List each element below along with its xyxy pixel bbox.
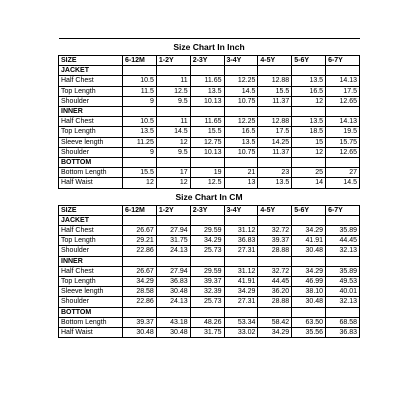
column-header: 6-12M [123, 56, 157, 66]
measurement-value: 28.88 [258, 297, 292, 307]
table-row [59, 287, 360, 297]
size-chart-sheet [58, 38, 360, 338]
measurement-value: 49.53 [326, 277, 360, 287]
measurement-value: 30.48 [292, 297, 326, 307]
table-row [59, 226, 360, 236]
measurement-value: 58.42 [258, 317, 292, 327]
measurement-value: 41.91 [224, 277, 258, 287]
measurement-value: 11.5 [123, 86, 157, 96]
empty-cell [190, 107, 224, 117]
table-row [59, 297, 360, 307]
measurement-value: 11.37 [258, 96, 292, 106]
measurement-value: 12 [156, 178, 190, 188]
measurement-value: 34.29 [190, 236, 224, 246]
measurement-value: 15.5 [123, 168, 157, 178]
cm-section-row [59, 256, 360, 266]
measurement-value: 35.89 [326, 266, 360, 276]
table-row [59, 277, 360, 287]
measurement-value: 19 [190, 168, 224, 178]
measurement-value: 18.5 [292, 127, 326, 137]
empty-cell [292, 158, 326, 168]
measurement-label: Half Waist [59, 178, 123, 188]
table-row [59, 168, 360, 178]
measurement-value: 17.5 [326, 86, 360, 96]
inch-title-row [59, 39, 360, 56]
measurement-value: 11.25 [123, 137, 157, 147]
empty-cell [123, 215, 157, 225]
empty-cell [292, 256, 326, 266]
measurement-label: Half Chest [59, 117, 123, 127]
empty-cell [123, 307, 157, 317]
measurement-value: 30.48 [123, 328, 157, 338]
empty-cell [156, 215, 190, 225]
measurement-value: 68.58 [326, 317, 360, 327]
measurement-value: 9.5 [156, 147, 190, 157]
empty-cell [224, 158, 258, 168]
measurement-label: Half Waist [59, 328, 123, 338]
measurement-value: 13.5 [292, 76, 326, 86]
measurement-value: 33.02 [224, 328, 258, 338]
measurement-value: 17 [156, 168, 190, 178]
table-row [59, 117, 360, 127]
empty-cell [258, 256, 292, 266]
column-header: 6-12M [123, 205, 157, 215]
column-header: 2-3Y [190, 56, 224, 66]
measurement-label: Shoulder [59, 96, 123, 106]
measurement-value: 12.75 [190, 137, 224, 147]
measurement-value: 12.5 [190, 178, 224, 188]
empty-cell [156, 158, 190, 168]
table-row [59, 96, 360, 106]
measurement-label: Shoulder [59, 297, 123, 307]
measurement-value: 39.37 [258, 236, 292, 246]
measurement-value: 21 [224, 168, 258, 178]
cm-header-row [59, 205, 360, 215]
measurement-value: 14.13 [326, 76, 360, 86]
measurement-value: 29.59 [190, 226, 224, 236]
measurement-value: 34.29 [292, 226, 326, 236]
empty-cell [258, 158, 292, 168]
measurement-value: 36.20 [258, 287, 292, 297]
measurement-value: 13.5 [292, 117, 326, 127]
column-header: 1-2Y [156, 205, 190, 215]
measurement-value: 27.31 [224, 297, 258, 307]
table-row [59, 328, 360, 338]
empty-cell [292, 215, 326, 225]
empty-cell [123, 158, 157, 168]
empty-cell [258, 307, 292, 317]
measurement-value: 14.25 [258, 137, 292, 147]
table-row [59, 266, 360, 276]
measurement-value: 30.48 [292, 246, 326, 256]
column-header: 3-4Y [224, 205, 258, 215]
measurement-value: 9 [123, 147, 157, 157]
empty-cell [326, 215, 360, 225]
table-row [59, 76, 360, 86]
measurement-label: Shoulder [59, 147, 123, 157]
measurement-value: 31.75 [156, 236, 190, 246]
measurement-value: 41.91 [292, 236, 326, 246]
measurement-value: 10.5 [123, 76, 157, 86]
measurement-value: 15.75 [326, 137, 360, 147]
cm-section-row [59, 307, 360, 317]
table-row [59, 246, 360, 256]
empty-cell [156, 256, 190, 266]
measurement-value: 11 [156, 76, 190, 86]
measurement-value: 12.65 [326, 96, 360, 106]
inch-section-row [59, 107, 360, 117]
measurement-value: 36.83 [156, 277, 190, 287]
empty-cell [224, 256, 258, 266]
measurement-value: 31.12 [224, 266, 258, 276]
measurement-value: 17.5 [258, 127, 292, 137]
measurement-label: Bottom Length [59, 317, 123, 327]
column-header: 1-2Y [156, 56, 190, 66]
empty-cell [224, 215, 258, 225]
column-header: 2-3Y [190, 205, 224, 215]
column-header: SIZE [59, 56, 123, 66]
measurement-value: 13.5 [123, 127, 157, 137]
measurement-value: 10.75 [224, 96, 258, 106]
empty-cell [156, 66, 190, 76]
measurement-label: Sleeve length [59, 137, 123, 147]
measurement-value: 11.37 [258, 147, 292, 157]
column-header: 4-5Y [258, 56, 292, 66]
inch-chart-title: Size Chart In Inch [59, 39, 360, 56]
cm-chart-title: Size Chart In CM [59, 188, 360, 205]
measurement-value: 14 [292, 178, 326, 188]
measurement-label: Bottom Length [59, 168, 123, 178]
measurement-value: 28.88 [258, 246, 292, 256]
inch-section-row [59, 158, 360, 168]
measurement-value: 48.26 [190, 317, 224, 327]
measurement-value: 12.88 [258, 117, 292, 127]
measurement-value: 44.45 [326, 236, 360, 246]
section-label: JACKET [59, 66, 123, 76]
measurement-value: 32.13 [326, 246, 360, 256]
measurement-value: 11.65 [190, 76, 224, 86]
section-label: INNER [59, 107, 123, 117]
empty-cell [326, 66, 360, 76]
measurement-value: 11 [156, 117, 190, 127]
measurement-value: 15.5 [258, 86, 292, 96]
measurement-value: 13.5 [190, 86, 224, 96]
measurement-value: 34.29 [224, 287, 258, 297]
measurement-label: Top Length [59, 236, 123, 246]
section-label: BOTTOM [59, 158, 123, 168]
empty-cell [326, 107, 360, 117]
measurement-value: 12.65 [326, 147, 360, 157]
measurement-label: Half Chest [59, 76, 123, 86]
measurement-value: 29.59 [190, 266, 224, 276]
section-label: BOTTOM [59, 307, 123, 317]
measurement-label: Half Chest [59, 226, 123, 236]
measurement-value: 36.83 [224, 236, 258, 246]
empty-cell [292, 66, 326, 76]
measurement-label: Half Chest [59, 266, 123, 276]
measurement-value: 35.56 [292, 328, 326, 338]
measurement-value: 34.29 [292, 266, 326, 276]
measurement-value: 31.12 [224, 226, 258, 236]
measurement-value: 29.21 [123, 236, 157, 246]
measurement-value: 25.73 [190, 297, 224, 307]
empty-cell [292, 107, 326, 117]
cm-section-row [59, 215, 360, 225]
measurement-value: 12 [156, 137, 190, 147]
measurement-value: 39.37 [123, 317, 157, 327]
empty-cell [123, 66, 157, 76]
measurement-value: 44.45 [258, 277, 292, 287]
measurement-value: 19.5 [326, 127, 360, 137]
empty-cell [190, 307, 224, 317]
measurement-value: 34.29 [123, 277, 157, 287]
measurement-value: 25 [292, 168, 326, 178]
measurement-value: 24.13 [156, 246, 190, 256]
measurement-value: 22.86 [123, 297, 157, 307]
measurement-value: 12.25 [224, 117, 258, 127]
measurement-value: 10.13 [190, 147, 224, 157]
measurement-value: 12 [292, 147, 326, 157]
empty-cell [326, 256, 360, 266]
empty-cell [190, 158, 224, 168]
measurement-value: 16.5 [224, 127, 258, 137]
measurement-value: 10.75 [224, 147, 258, 157]
measurement-value: 43.18 [156, 317, 190, 327]
empty-cell [326, 158, 360, 168]
measurement-value: 32.39 [190, 287, 224, 297]
measurement-label: Top Length [59, 86, 123, 96]
measurement-value: 46.99 [292, 277, 326, 287]
measurement-value: 24.13 [156, 297, 190, 307]
table-row [59, 137, 360, 147]
measurement-value: 27 [326, 168, 360, 178]
column-header: 4-5Y [258, 205, 292, 215]
measurement-value: 38.10 [292, 287, 326, 297]
measurement-value: 30.48 [156, 328, 190, 338]
measurement-value: 26.67 [123, 226, 157, 236]
measurement-value: 10.5 [123, 117, 157, 127]
inch-section-row [59, 66, 360, 76]
section-label: JACKET [59, 215, 123, 225]
measurement-value: 32.72 [258, 226, 292, 236]
empty-cell [292, 307, 326, 317]
column-header: 6-7Y [326, 56, 360, 66]
column-header: 6-7Y [326, 205, 360, 215]
measurement-value: 12 [123, 178, 157, 188]
measurement-value: 32.72 [258, 266, 292, 276]
measurement-value: 23 [258, 168, 292, 178]
measurement-value: 27.31 [224, 246, 258, 256]
empty-cell [123, 107, 157, 117]
empty-cell [190, 66, 224, 76]
measurement-value: 36.83 [326, 328, 360, 338]
inch-header-row [59, 56, 360, 66]
empty-cell [258, 107, 292, 117]
measurement-value: 26.67 [123, 266, 157, 276]
table-row [59, 86, 360, 96]
measurement-label: Top Length [59, 127, 123, 137]
measurement-value: 40.01 [326, 287, 360, 297]
empty-cell [224, 307, 258, 317]
measurement-value: 15.5 [190, 127, 224, 137]
empty-cell [224, 66, 258, 76]
empty-cell [156, 107, 190, 117]
empty-cell [258, 66, 292, 76]
measurement-label: Top Length [59, 277, 123, 287]
measurement-value: 12 [292, 96, 326, 106]
measurement-value: 14.5 [156, 127, 190, 137]
column-header: 5-6Y [292, 205, 326, 215]
measurement-value: 63.50 [292, 317, 326, 327]
empty-cell [190, 256, 224, 266]
table-row [59, 178, 360, 188]
column-header: 3-4Y [224, 56, 258, 66]
empty-cell [123, 256, 157, 266]
measurement-value: 10.13 [190, 96, 224, 106]
measurement-label: Sleeve length [59, 287, 123, 297]
measurement-value: 27.94 [156, 266, 190, 276]
column-header: 5-6Y [292, 56, 326, 66]
table-row [59, 236, 360, 246]
empty-cell [224, 107, 258, 117]
section-label: INNER [59, 256, 123, 266]
measurement-value: 13.5 [258, 178, 292, 188]
measurement-value: 31.75 [190, 328, 224, 338]
measurement-value: 14.5 [326, 178, 360, 188]
measurement-value: 12.25 [224, 76, 258, 86]
measurement-value: 12.5 [156, 86, 190, 96]
measurement-value: 16.5 [292, 86, 326, 96]
measurement-value: 25.73 [190, 246, 224, 256]
measurement-value: 27.94 [156, 226, 190, 236]
measurement-value: 22.86 [123, 246, 157, 256]
measurement-value: 14.5 [224, 86, 258, 96]
measurement-value: 13 [224, 178, 258, 188]
measurement-value: 53.34 [224, 317, 258, 327]
measurement-value: 39.37 [190, 277, 224, 287]
measurement-value: 34.29 [258, 328, 292, 338]
measurement-value: 9.5 [156, 96, 190, 106]
measurement-value: 35.89 [326, 226, 360, 236]
empty-cell [258, 215, 292, 225]
column-header: SIZE [59, 205, 123, 215]
measurement-value: 13.5 [224, 137, 258, 147]
measurement-value: 15 [292, 137, 326, 147]
measurement-value: 32.13 [326, 297, 360, 307]
measurement-value: 14.13 [326, 117, 360, 127]
table-row [59, 127, 360, 137]
table-row [59, 317, 360, 327]
measurement-label: Shoulder [59, 246, 123, 256]
measurement-value: 28.58 [123, 287, 157, 297]
empty-cell [190, 215, 224, 225]
empty-cell [326, 307, 360, 317]
measurement-value: 30.48 [156, 287, 190, 297]
cm-title-row [59, 188, 360, 205]
measurement-value: 12.88 [258, 76, 292, 86]
measurement-value: 11.65 [190, 117, 224, 127]
empty-cell [156, 307, 190, 317]
measurement-value: 9 [123, 96, 157, 106]
size-chart-table [58, 38, 360, 338]
table-row [59, 147, 360, 157]
